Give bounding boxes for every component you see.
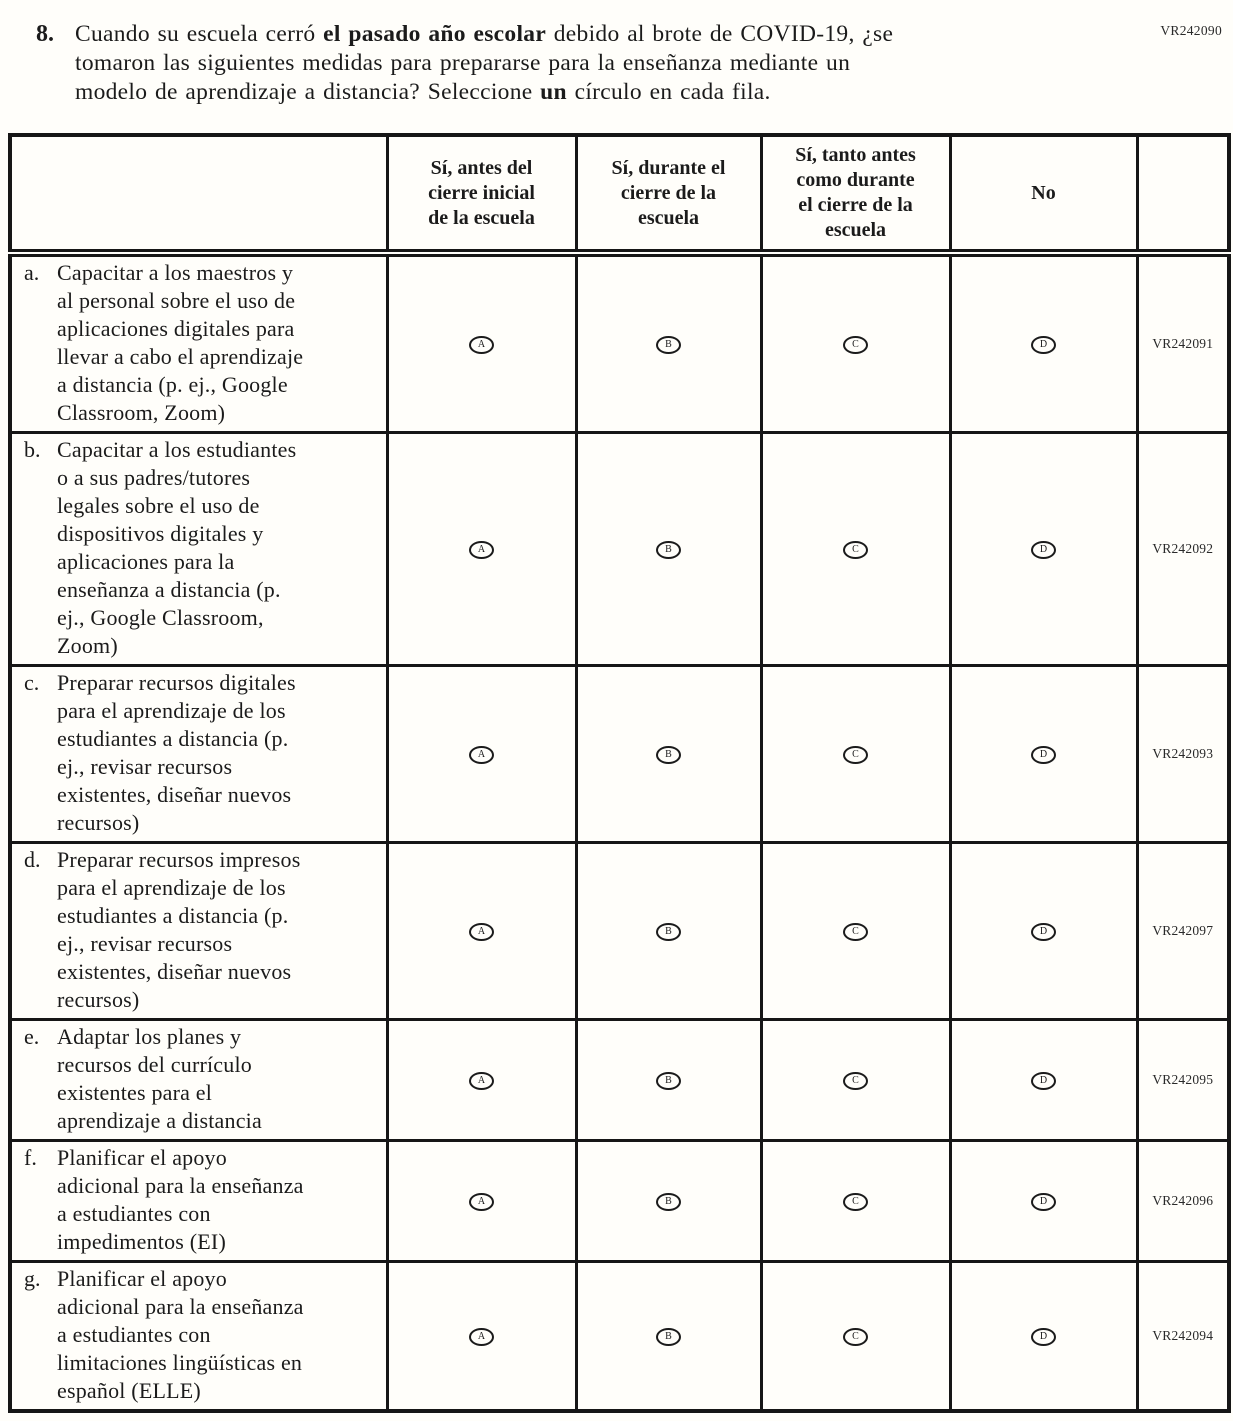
- option-bubble-c[interactable]: C: [843, 541, 868, 559]
- item-f: [10, 1141, 387, 1262]
- option-bubble-b[interactable]: B: [656, 1193, 681, 1211]
- item-a: [10, 253, 387, 433]
- item-text: Capacitar a los maestros y al personal sobre el uso de aplicaciones digitales para llevar a cabo el aprendizaje a distancia (p. ej., Google Classroom, Zoom): [57, 260, 304, 425]
- option-bubble-a[interactable]: A: [469, 541, 494, 559]
- option-bubble-a[interactable]: A: [469, 1328, 494, 1346]
- question-number: 8.: [36, 21, 54, 47]
- option-bubble-d[interactable]: D: [1031, 1072, 1056, 1090]
- header-col-yes-before: Sí, antes del cierre inicial de la escuela: [387, 135, 576, 253]
- header-empty-code: [1137, 135, 1229, 253]
- cell-e-option-b: [576, 1020, 761, 1141]
- row-code: VR242096: [1137, 1141, 1229, 1262]
- option-bubble-a[interactable]: A: [469, 1072, 494, 1090]
- item-text: Planificar el apoyo adicional para la enseñanza a estudiantes con impedimentos (EI): [57, 1145, 304, 1254]
- row-code: VR242091: [1137, 253, 1229, 433]
- questionnaire-page: [0, 20, 1233, 1413]
- item-g: [10, 1262, 387, 1412]
- cell-d-option-b: [576, 843, 761, 1020]
- option-bubble-c[interactable]: C: [843, 1328, 868, 1346]
- table-row-d: [10, 843, 1229, 1020]
- option-bubble-c[interactable]: C: [843, 923, 868, 941]
- table-row-c: [10, 666, 1229, 843]
- option-bubble-a[interactable]: A: [469, 923, 494, 941]
- item-c: [10, 666, 387, 843]
- form-code-top: VR242090: [1160, 23, 1222, 38]
- option-bubble-c[interactable]: C: [843, 336, 868, 354]
- option-bubble-d[interactable]: D: [1031, 541, 1056, 559]
- cell-b-option-d: [950, 433, 1137, 666]
- cell-g-option-d: [950, 1262, 1137, 1412]
- option-bubble-a[interactable]: A: [469, 1193, 494, 1211]
- cell-f-option-c: [761, 1141, 950, 1262]
- question-line-2: tomaron las siguientes medidas para prepararse para la enseñanza mediante un: [75, 50, 851, 76]
- item-e: [10, 1020, 387, 1141]
- item-b: [10, 433, 387, 666]
- item-letter: c.: [24, 670, 40, 695]
- question-text: [75, 20, 893, 107]
- cell-g-option-c: [761, 1262, 950, 1412]
- option-bubble-c[interactable]: C: [843, 746, 868, 764]
- item-letter: a.: [24, 260, 40, 285]
- row-code: VR242095: [1137, 1020, 1229, 1141]
- cell-d-option-a: [387, 843, 576, 1020]
- option-bubble-d[interactable]: D: [1031, 1193, 1056, 1211]
- item-letter: d.: [24, 847, 41, 872]
- cell-e-option-a: [387, 1020, 576, 1141]
- cell-a-option-c: [761, 253, 950, 433]
- cell-a-option-d: [950, 253, 1137, 433]
- header-col-yes-both: Sí, tanto antes como durante el cierre de la escuela: [761, 135, 950, 253]
- cell-f-option-a: [387, 1141, 576, 1262]
- option-bubble-b[interactable]: B: [656, 541, 681, 559]
- item-letter: f.: [24, 1145, 37, 1170]
- table-row-a: [10, 253, 1229, 433]
- cell-a-option-b: [576, 253, 761, 433]
- table-row-f: [10, 1141, 1229, 1262]
- row-code: VR242094: [1137, 1262, 1229, 1412]
- option-bubble-d[interactable]: D: [1031, 746, 1056, 764]
- option-bubble-b[interactable]: B: [656, 746, 681, 764]
- item-letter: e.: [24, 1024, 40, 1049]
- question-8: [36, 20, 1205, 107]
- option-bubble-d[interactable]: D: [1031, 1328, 1056, 1346]
- header-row: [10, 135, 1229, 253]
- header-empty-item: [10, 135, 387, 253]
- question-line-1: Cuando su escuela cerró el pasado año escolar debido al brote de COVID-19, ¿se: [75, 21, 894, 47]
- option-bubble-a[interactable]: A: [469, 746, 494, 764]
- row-code: VR242093: [1137, 666, 1229, 843]
- option-bubble-a[interactable]: A: [469, 336, 494, 354]
- cell-f-option-b: [576, 1141, 761, 1262]
- cell-c-option-d: [950, 666, 1137, 843]
- item-d: [10, 843, 387, 1020]
- cell-b-option-b: [576, 433, 761, 666]
- cell-c-option-c: [761, 666, 950, 843]
- cell-e-option-d: [950, 1020, 1137, 1141]
- option-bubble-d[interactable]: D: [1031, 336, 1056, 354]
- table-row-e: [10, 1020, 1229, 1141]
- item-letter: b.: [24, 437, 41, 462]
- cell-b-option-c: [761, 433, 950, 666]
- cell-a-option-a: [387, 253, 576, 433]
- option-bubble-b[interactable]: B: [656, 1072, 681, 1090]
- cell-e-option-c: [761, 1020, 950, 1141]
- option-bubble-c[interactable]: C: [843, 1072, 868, 1090]
- question-line-3: modelo de aprendizaje a distancia? Seleccione un círculo en cada fila.: [75, 79, 771, 105]
- option-bubble-b[interactable]: B: [656, 1328, 681, 1346]
- table-row-b: [10, 433, 1229, 666]
- option-bubble-d[interactable]: D: [1031, 923, 1056, 941]
- cell-f-option-d: [950, 1141, 1137, 1262]
- header-col-yes-during: Sí, durante el cierre de la escuela: [576, 135, 761, 253]
- cell-b-option-a: [387, 433, 576, 666]
- cell-d-option-c: [761, 843, 950, 1020]
- row-code: VR242092: [1137, 433, 1229, 666]
- cell-d-option-d: [950, 843, 1137, 1020]
- item-text: Adaptar los planes y recursos del currículo existentes para el aprendizaje a distancia: [57, 1024, 262, 1133]
- cell-c-option-a: [387, 666, 576, 843]
- option-bubble-c[interactable]: C: [843, 1193, 868, 1211]
- item-text: Preparar recursos digitales para el aprendizaje de los estudiantes a distancia (p. ej., revisar recursos existentes, diseñar nuevos recursos): [57, 670, 296, 835]
- response-table: [8, 133, 1231, 1413]
- cell-g-option-a: [387, 1262, 576, 1412]
- item-text: Capacitar a los estudiantes o a sus padres/tutores legales sobre el uso de dispositivos digitales y aplicaciones para la enseñanza a distancia (p. ej., Google Classroom, Zoom): [57, 437, 297, 658]
- option-bubble-b[interactable]: B: [656, 336, 681, 354]
- row-code: VR242097: [1137, 843, 1229, 1020]
- item-letter: g.: [24, 1266, 41, 1291]
- cell-g-option-b: [576, 1262, 761, 1412]
- cell-c-option-b: [576, 666, 761, 843]
- item-text: Planificar el apoyo adicional para la enseñanza a estudiantes con limitaciones lingüísticas en español (ELLE): [57, 1266, 304, 1403]
- header-col-no: No: [950, 135, 1137, 253]
- option-bubble-b[interactable]: B: [656, 923, 681, 941]
- item-text: Preparar recursos impresos para el aprendizaje de los estudiantes a distancia (p. ej., revisar recursos existentes, diseñar nuevos recursos): [57, 847, 301, 1012]
- table-row-g: [10, 1262, 1229, 1412]
